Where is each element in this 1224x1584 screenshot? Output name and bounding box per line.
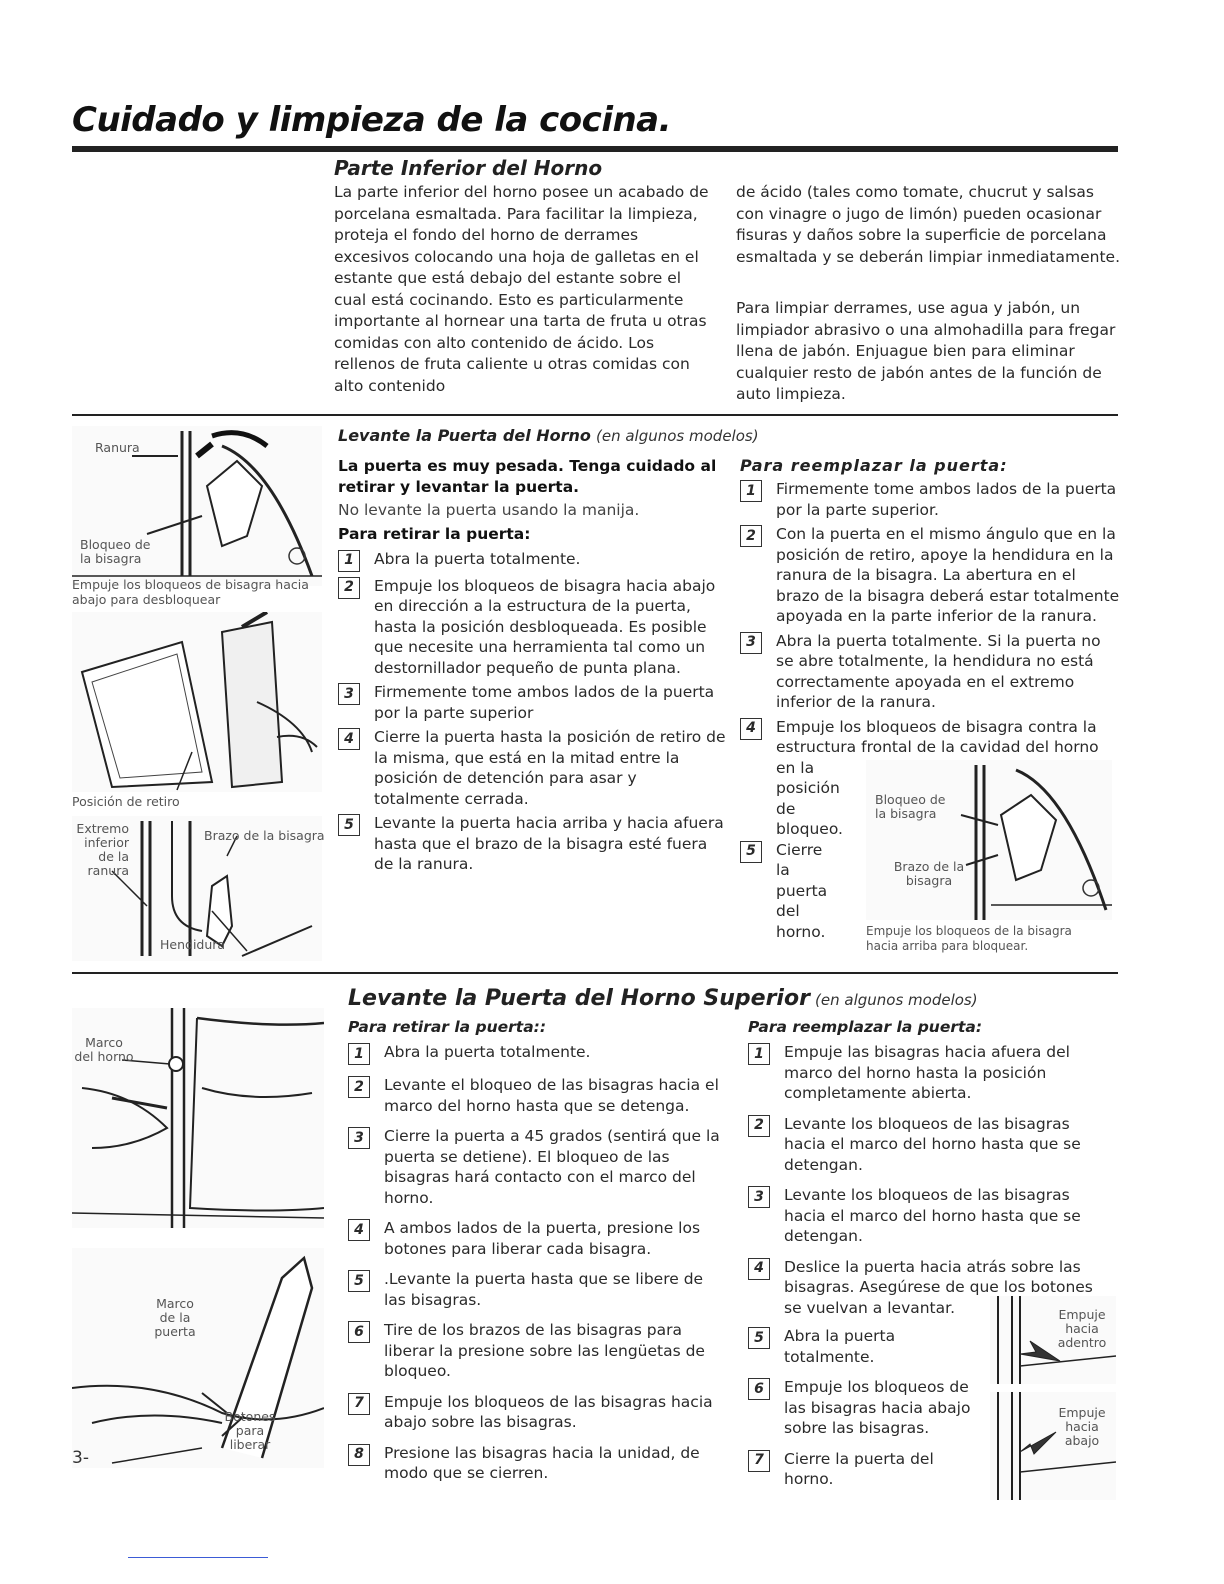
section3-remove-step <box>348 1218 722 1259</box>
label-marco-horno: Marco del horno <box>74 1035 134 1064</box>
step-number: 2 <box>348 1076 370 1098</box>
step-text: Levante la puerta hacia arriba y hacia afuera hasta que el brazo de la bisagra esté fuera de la ranura. <box>374 814 724 873</box>
step-number: 5 <box>348 1270 370 1292</box>
step-number: 8 <box>348 1444 370 1466</box>
label-bloqueo: Bloqueo de la bisagra <box>80 537 151 566</box>
section2-remove-step <box>338 549 726 572</box>
label-marco-puerta: Marco de la puerta <box>154 1296 196 1339</box>
step-text: Abra la puerta totalmente. <box>784 1327 896 1366</box>
title-rule <box>72 146 1118 152</box>
section1-col2b: Para limpiar derrames, use agua y jabón, un limpiador abrasivo o una almohadilla para fregar llena de jabón. Enjuague bien para eliminar cualquier resto de jabón antes de la función de auto limpieza. <box>736 299 1116 403</box>
step-number: 1 <box>748 1043 770 1065</box>
section2-warning: La puerta es muy pesada. Tenga cuidado al retirar y levantar la puerta. <box>338 457 717 496</box>
section3-replace-step <box>748 1377 984 1439</box>
divider-2 <box>72 972 1118 974</box>
step-text: Abra la puerta totalmente. <box>384 1043 591 1061</box>
step4-line1: Empuje los bloqueos de bisagra contra la <box>776 717 1097 736</box>
section3-heading-note: (en algunos modelos) <box>815 991 978 1009</box>
section3-remove-step <box>348 1126 722 1208</box>
step-text: A ambos lados de la puerta, presione los botones para liberar cada bisagra. <box>384 1219 701 1258</box>
label-ranura: Ranura <box>95 440 140 455</box>
step4-line2: estructura frontal de la cavidad del horno <box>776 738 1099 756</box>
step-number: 4 <box>338 728 360 750</box>
step-text: Levante los bloqueos de las bisagras hacia el marco del horno hasta que se detengan. <box>784 1114 1081 1174</box>
label-bloqueo-right: Bloqueo de la bisagra <box>875 792 946 821</box>
step-text: Empuje las bisagras hacia afuera del marco del horno hasta la posición completamente abierta. <box>784 1043 1070 1102</box>
footer-line <box>128 1557 268 1558</box>
step-text: Levante el bloqueo de las bisagras hacia el marco del horno hasta que se detenga. <box>384 1076 719 1115</box>
section2-remove-step <box>338 682 726 723</box>
section3-replace-step <box>748 1114 1114 1176</box>
step-text: Levante los bloqueos de las bisagras hacia el marco del horno hasta que se detengan. <box>784 1186 1081 1245</box>
section3-heading-wrap <box>348 986 978 1011</box>
section1-heading: Parte Inferior del Horno <box>334 156 603 180</box>
step4-rest: en la posición de bloqueo. <box>776 758 843 838</box>
step-number: 4 <box>740 718 762 740</box>
door-removal-illustration <box>72 612 322 792</box>
step-text: Abra la puerta totalmente. <box>374 549 581 568</box>
section2-replace-step <box>740 631 1120 713</box>
step-number: 2 <box>338 577 360 599</box>
step-number: 1 <box>338 550 360 572</box>
page-number: 3- <box>72 1448 89 1468</box>
step-text: Presione las bisagras hacia la unidad, de modo que se cierren. <box>384 1443 700 1482</box>
section2-replace-title: Para reemplazar la puerta: <box>740 456 1008 475</box>
section3-remove-step <box>348 1320 722 1382</box>
section3-remove-column <box>348 1018 722 1488</box>
step-number: 1 <box>348 1043 370 1065</box>
label-brazo-right: Brazo de la bisagra <box>893 859 965 888</box>
label-posicion: Posición de retiro <box>72 794 180 809</box>
section3-remove-step <box>348 1392 722 1433</box>
step-number: 6 <box>748 1378 770 1400</box>
step-text: Cierre la puerta hasta la posición de retiro de la misma, que está en la mitad entre la posición de detención para asar y totalmente cerrada. <box>374 728 726 808</box>
section3-replace-step <box>748 1449 968 1490</box>
step-number: 5 <box>338 814 360 836</box>
step-number: 5 <box>740 841 762 863</box>
step-text: Deslice la puerta hacia atrás sobre las bisagras. Asegúrese de que los botones se vuelvan a levantar. <box>784 1257 1093 1317</box>
step-text: Cierre la puerta del horno. <box>776 840 828 941</box>
step-number: 5 <box>748 1327 770 1349</box>
step-text: .Levante la puerta hasta que se libere de las bisagras. <box>384 1270 704 1309</box>
step-number: 3 <box>348 1127 370 1149</box>
section2-remove-step <box>338 813 726 875</box>
label-empuje-adentro: Empuje hacia adentro <box>1057 1307 1107 1350</box>
section1-col2a: de ácido (tales como tomate, chucrut y salsas con vinagre o jugo de limón) pueden ocasionar fisuras y daños sobre la superficie de porcelana esmaltada y se deberán limpiar inmediatamente. <box>736 183 1121 266</box>
step-text: Cierre la puerta a 45 grados (sentirá que la puerta se detiene). El bloqueo de las bisagras hará contacto con el marco del horno. <box>384 1127 720 1207</box>
section3-remove-step <box>348 1443 722 1484</box>
section3-replace-step <box>748 1326 978 1367</box>
step-text: Empuje los bloqueos de las bisagras hacia abajo sobre las bisagras. <box>784 1378 971 1437</box>
section3-replace-step <box>748 1042 1114 1104</box>
section1-col1: La parte inferior del horno posee un acabado de porcelana esmaltada. Para facilitar la limpieza, proteja el fondo del horno de derrames excesivos colocando una hoja de galletas en el estante que está debajo del estante sobre el cual está cocinando. Esto es particularmente importante al hornear una tarta de fruta u otras comidas con alto contenido de ácido. Los rellenos de fruta caliente u otras comidas con alto contenido <box>334 183 709 395</box>
caption-unlock: Empuje los bloqueos de bisagra hacia abajo para desbloquear <box>72 577 309 607</box>
step-number: 4 <box>348 1219 370 1241</box>
door-frame-illustration <box>72 1248 324 1468</box>
label-hendidura: Hendidura <box>160 937 226 952</box>
section3-remove-step <box>348 1042 722 1065</box>
step-number: 2 <box>748 1115 770 1137</box>
section2-heading-note: (en algunos modelos) <box>596 427 759 445</box>
section2-replace-step <box>740 524 1120 627</box>
section2-remove-title: Para retirar la puerta: <box>338 524 531 543</box>
section2-heading-wrap <box>338 426 759 445</box>
caption-lock: Empuje los bloqueos de la bisagra hacia arriba para bloquear. <box>866 924 1072 953</box>
section3-remove-title: Para retirar la puerta:: <box>348 1018 547 1036</box>
step-text: Empuje los bloqueos de bisagra hacia abajo en dirección a la estructura de la puerta, hasta la posición desbloqueada. Es posible que necesite una herramienta tal como un destornillador pequeño de punta plana. <box>374 576 716 677</box>
label-empuje-abajo: Empuje hacia abajo <box>1058 1405 1106 1448</box>
label-botones: Botones para liberar <box>224 1409 276 1452</box>
step-number: 7 <box>348 1393 370 1415</box>
page-title: Cuidado y limpieza de la cocina. <box>72 100 672 140</box>
section2-note: No levante la puerta usando la manija. <box>338 501 640 519</box>
step-text: Cierre la puerta del horno. <box>784 1449 934 1488</box>
section3-replace-step <box>748 1185 1114 1247</box>
step-number: 3 <box>338 683 360 705</box>
section2-remove-step <box>338 576 726 679</box>
section3-replace-title: Para reemplazar la puerta: <box>748 1018 983 1036</box>
step-text: Firmemente tome ambos lados de la puerta por la parte superior. <box>776 480 1117 519</box>
section2-replace-step <box>740 479 1120 520</box>
label-brazo: Brazo de la bisagra <box>204 828 325 843</box>
step-number: 3 <box>740 632 762 654</box>
section3-heading: Levante la Puerta del Horno Superior <box>348 986 810 1011</box>
step-number: 2 <box>740 525 762 547</box>
section2-heading: Levante la Puerta del Horno <box>338 426 591 445</box>
step-text: Empuje los bloqueos de las bisagras hacia abajo sobre las bisagras. <box>384 1392 713 1431</box>
step-text: Abra la puerta totalmente. Si la puerta no se abre totalmente, la hendidura no está correctamente apoyada en el extremo inferior de la ranura. <box>776 631 1101 711</box>
step-number: 7 <box>748 1450 770 1472</box>
section2-remove-column <box>338 456 726 879</box>
step-text: Firmemente tome ambos lados de la puerta por la parte superior <box>374 683 715 722</box>
divider-1 <box>72 414 1118 416</box>
step-number: 1 <box>740 480 762 502</box>
step-text: Con la puerta en el mismo ángulo que en la posición de retiro, apoye la hendidura en la ranura de la bisagra. La abertura en el brazo de la bisagra deberá estar totalmente apoyada en la parte inferior de la ranura. <box>776 525 1120 625</box>
label-extremo: Extremo inferior de la ranura <box>76 821 129 878</box>
step-number: 6 <box>348 1321 370 1343</box>
section3-remove-step <box>348 1075 722 1116</box>
step-text: Tire de los brazos de las bisagras para liberar la presione sobre las lengüetas de bloqueo. <box>384 1321 705 1380</box>
step-number: 3 <box>748 1186 770 1208</box>
hinge-lock-illustration <box>866 760 1112 920</box>
step-number: 4 <box>748 1258 770 1280</box>
section2-remove-step <box>338 727 726 809</box>
section3-remove-step <box>348 1269 722 1310</box>
